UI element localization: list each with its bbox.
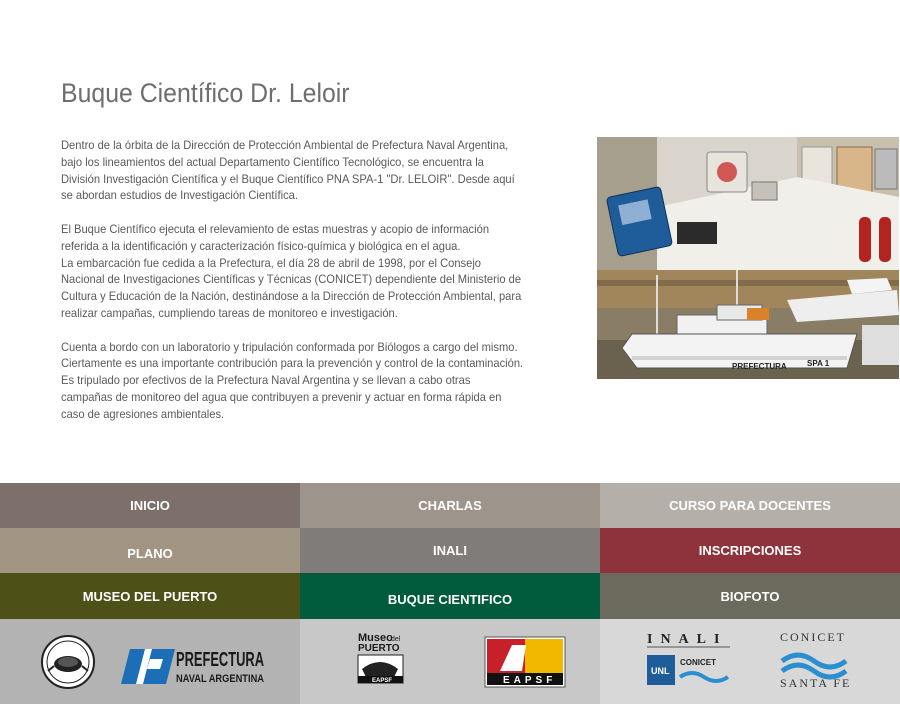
- nav-row-3: [0, 573, 900, 619]
- nav-label: MUSEO DEL PUERTO: [82, 588, 218, 604]
- nav-label: PLANO: [127, 546, 173, 561]
- text-line: División Investigación Científica y el Buque Científico PNA SPA-1 "Dr. LELOIR". Desde aquí: [61, 171, 515, 186]
- conicet-wave-icon: [680, 673, 728, 681]
- logo-group-inali-conicet: [600, 619, 900, 704]
- conicet-logo-text: CONICET: [780, 630, 846, 644]
- inali-conicet-logos: [600, 619, 900, 704]
- museo-badge-text: EAPSF: [372, 678, 393, 684]
- naval-argentina-logo-text: NAVAL ARGENTINA: [176, 673, 265, 685]
- boat-illustration: [597, 270, 899, 379]
- nav-label: INALI: [433, 543, 467, 558]
- text-line: El Buque Científico ejecuta el relevamiento de estas muestras y acopio de información: [61, 221, 490, 236]
- text-line: Nacional de Investigaciones Científicas y Técnicas (CONICET) dependiente del Ministerio de: [61, 272, 522, 287]
- prefectura-flag-icon: [121, 649, 175, 684]
- article-body: [61, 137, 581, 439]
- footer-logos: [0, 619, 900, 704]
- museo-logos: [300, 619, 600, 704]
- inali-logo-text: INALI: [647, 632, 728, 647]
- boat-photo: [597, 270, 899, 379]
- nav-museo-del-puerto[interactable]: [0, 573, 300, 619]
- ship-photo: [597, 137, 899, 379]
- eapsf-logo-text: EAPSF: [503, 675, 557, 686]
- logo-group-prefectura: [0, 619, 300, 704]
- nav-label: CHARLAS: [418, 498, 482, 513]
- nav-charlas[interactable]: [300, 483, 600, 528]
- text-line: Ciertamente es una importante contribución para la prevención y control de la contaminación.: [61, 356, 524, 371]
- prefectura-logo-text: PREFECTURA: [176, 649, 264, 671]
- text-line: referida a la identificación y caracterización físico-química y biológica en el agua.: [61, 238, 461, 253]
- boat-hull-label: PREFECTURA: [732, 362, 787, 371]
- nav-plano[interactable]: [0, 528, 300, 573]
- logo-group-museo: [300, 619, 600, 704]
- nav-label: BIOFOTO: [720, 588, 780, 604]
- text-line: caso de agresiones ambientales.: [61, 406, 225, 421]
- museo-del-text: del: [391, 636, 401, 643]
- nav-row-2: [0, 528, 900, 573]
- prefectura-logos: [0, 619, 300, 704]
- armadillo-seal-icon: [42, 636, 94, 688]
- text-line: se abordan estudios de Investigación Científica.: [61, 188, 298, 203]
- conicet-small-text: CONICET: [680, 658, 716, 667]
- laboratory-photo: [597, 137, 899, 270]
- nav-inicio[interactable]: [0, 483, 300, 528]
- text-line: Dentro de la órbita de la Dirección de Protección Ambiental de Prefectura Naval Argentina,: [61, 138, 509, 152]
- paragraph-3: [61, 339, 581, 423]
- nav-biofoto[interactable]: [600, 573, 900, 619]
- santa-fe-logo-text: SANTA FE: [780, 676, 852, 690]
- laboratory-illustration: [597, 137, 899, 270]
- text-line: bajo los lineamientos del actual Departamento Científico Tecnológico, se encuentra la: [61, 154, 484, 169]
- nav-label: INICIO: [130, 498, 170, 513]
- page-title: Buque Científico Dr. Leloir: [61, 78, 350, 108]
- text-line: Es tripulado por efectivos de la Prefectura Naval Argentina y se llevan a cabo otras: [61, 373, 471, 388]
- puerto-logo-text: PUERTO: [358, 643, 400, 654]
- nav-label: BUQUE CIENTIFICO: [387, 591, 513, 607]
- paragraph-1: [61, 137, 581, 204]
- unl-logo-text: UNL: [651, 666, 670, 676]
- text-line: Cultura y Educación de la Nación, destinándose a la Dirección de Protección Ambiental, para: [61, 289, 522, 304]
- nav-curso-para-docentes[interactable]: [600, 483, 900, 528]
- text-line: campañas de monitoreo del agua que contribuyen a prevenir y actuar en forma rápida en: [61, 389, 502, 404]
- nav-label: CURSO PARA DOCENTES: [669, 498, 831, 513]
- nav-row-1: [0, 483, 900, 528]
- paragraph-2: [61, 221, 581, 322]
- nav-inali[interactable]: [300, 528, 600, 573]
- museo-logo-text: Museo: [358, 632, 393, 644]
- nav-inscripciones[interactable]: [600, 528, 900, 573]
- text-line: realizar campañas, cumpliendo tareas de monitoreo e investigación.: [61, 305, 398, 320]
- nav-buque-cientifico[interactable]: [300, 573, 600, 619]
- boat-hull-id: SPA 1: [807, 359, 830, 368]
- text-line: Cuenta a bordo con un laboratorio y tripulación conformada por Biólogos a cargo del mismo.: [61, 339, 518, 354]
- text-line: La embarcación fue cedida a la Prefectura, el día 28 de abril de 1998, por el Consejo: [61, 255, 482, 270]
- nav-label: INSCRIPCIONES: [698, 543, 802, 558]
